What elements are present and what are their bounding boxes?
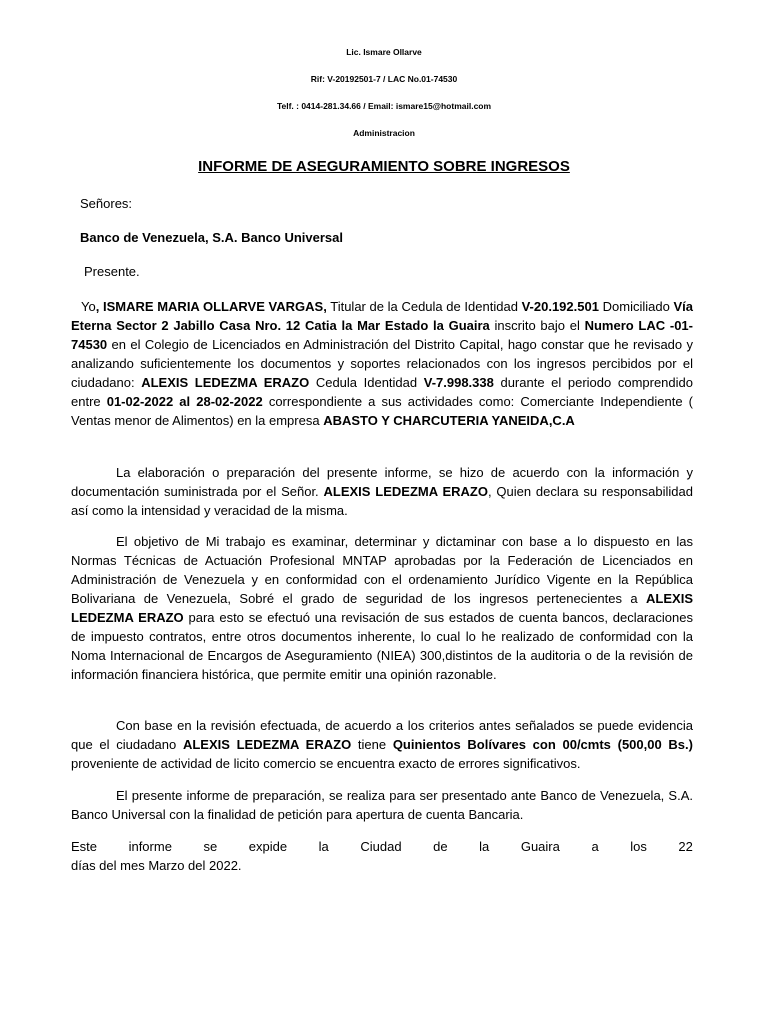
issuer-contact: Telf. : 0414-281.34.66 / Email: ismare15@hotmail.com	[276, 101, 492, 111]
client-name: ALEXIS LEDEZMA ERAZO	[71, 591, 693, 625]
document-title: INFORME DE ASEGURAMIENTO SOBRE INGRESOS	[198, 158, 570, 175]
issue-word: Guaira	[520, 839, 560, 854]
recipient: Banco de Venezuela, S.A. Banco Universal	[80, 230, 343, 245]
period: 01-02-2022 al 28-02-2022	[106, 394, 263, 409]
declarant-ci: V-20.192.501	[521, 299, 599, 314]
p4-text: tiene	[351, 737, 393, 752]
declarant-lac: Numero LAC -01-74530	[71, 318, 693, 352]
paragraph-objective	[71, 532, 693, 684]
p1-text: Cedula Identidad	[309, 375, 424, 390]
p1-text: Titular de la Cedula de Identidad	[326, 299, 522, 314]
p1-text: en el Colegio de Licenciados en Administración del Distrito Capital, hago constar que he revisado y analizando suficientemente los documentos y soportes relacionados con los ingresos percibidos por el ciudadano:	[71, 337, 693, 390]
company-name: ABASTO Y CHARCUTERIA YANEIDA,C.A	[323, 413, 575, 428]
p4-text: proveniente de actividad de licito comercio se encuentra exacto de errores significativos.	[71, 756, 581, 771]
issue-word: Ciudad	[360, 839, 402, 854]
issuer-rif: Rif: V-20192501-7 / LAC No.01-74530	[310, 74, 458, 84]
client-name: ALEXIS LEDEZMA ERAZO	[323, 484, 488, 499]
client-name: ALEXIS LEDEZMA ERAZO	[141, 375, 310, 390]
presente-line: Presente.	[84, 264, 140, 279]
issue-word: se	[203, 839, 218, 854]
issue-word: la	[479, 839, 490, 854]
issuer-profession: Administracion	[353, 128, 415, 138]
p3-text: para esto se efectuó una revisación de sus estados de cuenta bancos, declaraciones de impuesto contratos, entre otros documentos inherente, lo cual lo he realizado de conformidad con la Noma Internacional de Encargos de Aseguramiento (NIEA) 300,distintos de la auditoria o de la revisión de información financiera histórica, que permite emitir una opinión razonable.	[71, 610, 693, 682]
issue-word: informe	[128, 839, 172, 854]
p1-text: Yo	[81, 299, 96, 314]
paragraph-conclusion	[71, 716, 693, 773]
issue-date: días del mes Marzo del 2022.	[71, 858, 242, 873]
issuer-name: Lic. Ismare Ollarve	[346, 47, 422, 57]
issue-word: los	[630, 839, 647, 854]
paragraph-preparation	[71, 463, 693, 520]
client-name: ALEXIS LEDEZMA ERAZO	[182, 737, 352, 752]
issue-word: 22	[678, 839, 693, 854]
p1-text: Domiciliado	[598, 299, 674, 314]
issue-word: expide	[248, 839, 288, 854]
issue-word: a	[591, 839, 599, 854]
salutation: Señores:	[80, 196, 133, 211]
p3-text: El objetivo de Mi trabajo es examinar, determinar y dictaminar con base a lo dispuesto en las Normas Técnicas de Actuación Profesional MNTAP aprobadas por la Federación de Licenciados en Administración de Venezuela y en conformidad con el ordenamiento Jurídico Vigente en la República Bolivariana de Venezuela, Sobré el grado de seguridad de los ingresos pertenecientes a	[71, 534, 693, 606]
declarant-name: , ISMARE MARIA OLLARVE VARGAS,	[95, 299, 327, 314]
p1-text: correspondiente a sus actividades como: Comerciante Independiente ( Ventas menor de Alimentos) en la empresa	[71, 394, 693, 428]
issue-word: la	[318, 839, 329, 854]
paragraph-declaration	[71, 297, 693, 430]
issue-word: de	[433, 839, 448, 854]
income-amount: Quinientos Bolívares con 00/cmts (500,00 Bs.)	[392, 737, 693, 752]
p4-text: Con base en la revisión efectuada, de acuerdo a los criterios antes señalados se puede evidencia que el ciudadano	[71, 718, 693, 752]
issue-word: Este	[71, 839, 98, 854]
client-ci: V-7.998.338	[423, 375, 494, 390]
p1-text: durante el periodo comprendido entre	[71, 375, 693, 409]
p5-text: El presente informe de preparación, se realiza para ser presentado ante Banco de Venezuela, S.A. Banco Universal con la finalidad de petición para apertura de cuenta Bancaria.	[71, 788, 693, 822]
issue-line	[71, 837, 693, 856]
declarant-address: Vía Eterna Sector 2 Jabillo Casa Nro. 12 Catia la Mar Estado la Guaira	[71, 299, 693, 333]
p2-text: La elaboración o preparación del presente informe, se hizo de acuerdo con la información y documentación suministrada por el Señor.	[71, 465, 693, 499]
p2-text: , Quien declara su responsabilidad así como la intensidad y veracidad de la misma.	[71, 484, 693, 518]
paragraph-purpose	[71, 786, 693, 824]
p1-text: inscrito bajo el	[489, 318, 585, 333]
